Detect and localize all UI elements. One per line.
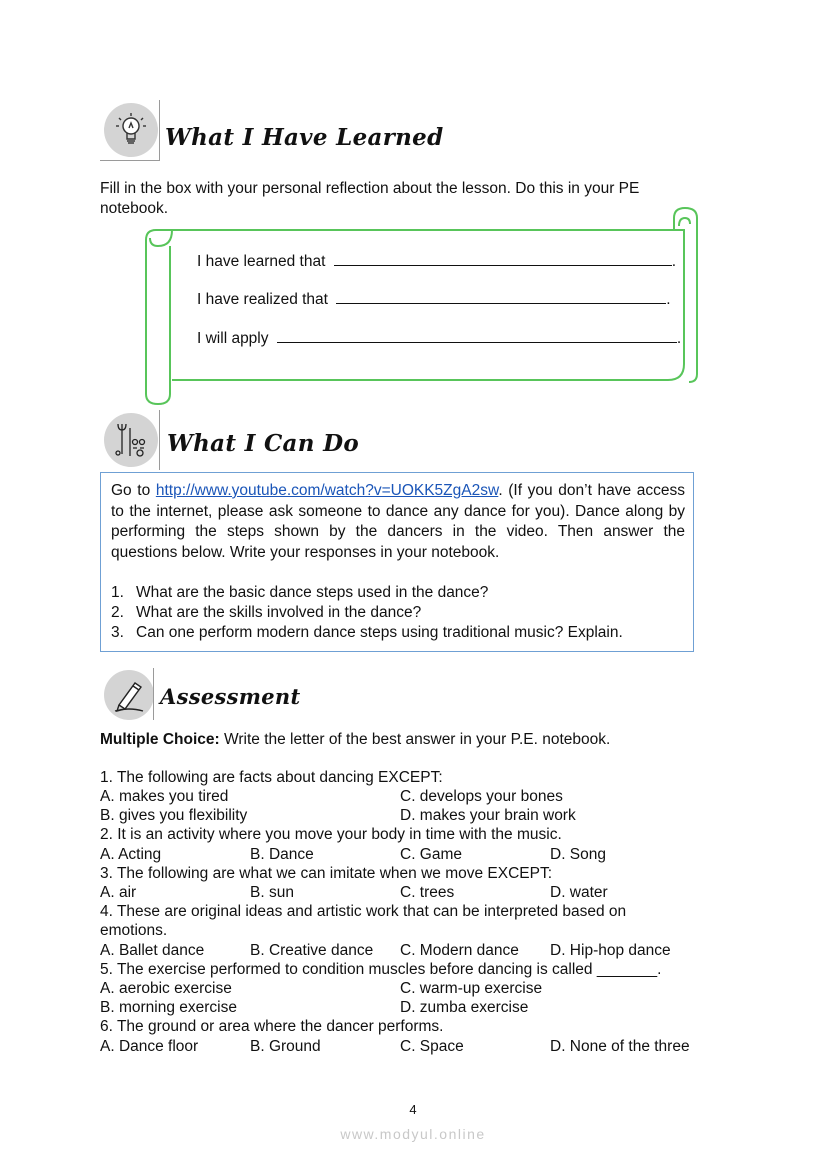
choice-6c[interactable]: C. Space xyxy=(400,1038,464,1055)
reflection-apply-blank[interactable] xyxy=(277,330,677,343)
choice-2d[interactable]: D. Song xyxy=(550,846,607,863)
question-5: 5. The exercise performed to condition muscles before dancing is called _______. xyxy=(100,961,662,978)
heading-divider xyxy=(153,668,154,720)
choice-5a[interactable]: A. aerobic exercise xyxy=(100,980,232,997)
choice-1d[interactable]: D. makes your brain work xyxy=(400,807,576,824)
question-item: 1. What are the basic dance steps used in the dance? xyxy=(111,584,489,601)
question-4: 4. These are original ideas and artistic work that can be interpreted based on xyxy=(100,903,627,920)
question-item: 2. What are the skills involved in the dance? xyxy=(111,604,422,621)
mc-instruction: Multiple Choice: Write the letter of the best answer in your P.E. notebook. xyxy=(100,731,611,748)
reflection-realized-blank[interactable] xyxy=(336,291,666,304)
cando-intro: Go to http://www.youtube.com/watch?v=UOKK5ZgA2sw. (If you don’t have access to the internet, please ask someone to dance any dance for you). Dance along by performing the steps shown by the dancers in the video. Then answer the questions below. Write your responses in your notebook. xyxy=(111,482,685,561)
choice-2a[interactable]: A. Acting xyxy=(100,846,162,863)
tools-icon xyxy=(104,413,158,467)
reflection-realized-label: I have realized that xyxy=(197,291,328,308)
choice-1c[interactable]: C. develops your bones xyxy=(400,788,563,805)
learned-instruction: Fill in the box with your personal reflection about the lesson. Do this in your PE notebook. xyxy=(100,180,640,217)
heading-divider xyxy=(159,410,160,470)
choice-4a[interactable]: A. Ballet dance xyxy=(100,942,205,959)
choice-4c[interactable]: C. Modern dance xyxy=(400,942,519,959)
reflection-learned-blank[interactable] xyxy=(334,253,672,266)
reflection-learned-label: I have learned that xyxy=(197,253,326,270)
choice-1a[interactable]: A. makes you tired xyxy=(100,788,229,805)
choice-6d[interactable]: D. None of the three xyxy=(550,1038,690,1055)
question-2: 2. It is an activity where you move your body in time with the music. xyxy=(100,826,562,843)
lightbulb-icon xyxy=(104,103,158,157)
choice-3d[interactable]: D. water xyxy=(550,884,608,901)
choice-3b[interactable]: B. sun xyxy=(250,884,294,901)
choice-6a[interactable]: A. Dance floor xyxy=(100,1038,199,1055)
youtube-link[interactable]: http://www.youtube.com/watch?v=UOKK5ZgA2sw xyxy=(155,482,499,499)
pencil-icon xyxy=(104,670,154,720)
choice-4b[interactable]: B. Creative dance xyxy=(250,942,374,959)
reflection-learned: I have learned that . xyxy=(197,253,677,270)
choice-6b[interactable]: B. Ground xyxy=(250,1038,321,1055)
assessment-title: Assessment xyxy=(160,684,301,709)
choice-4d[interactable]: D. Hip-hop dance xyxy=(550,942,671,959)
learned-title: What I Have Learned xyxy=(165,124,444,151)
choice-5b[interactable]: B. morning exercise xyxy=(100,999,237,1016)
watermark: www.modyul.online xyxy=(340,1126,486,1142)
reflection-realized: I have realized that . xyxy=(197,291,671,308)
choice-5d[interactable]: D. zumba exercise xyxy=(400,999,529,1016)
question-4-cont: emotions. xyxy=(100,922,168,939)
cando-box xyxy=(100,472,694,652)
reflection-apply-label: I will apply xyxy=(197,330,269,347)
reflection-apply: I will apply . xyxy=(197,330,682,347)
question-6: 6. The ground or area where the dancer performs. xyxy=(100,1018,444,1035)
choice-2c[interactable]: C. Game xyxy=(400,846,463,863)
heading-divider xyxy=(159,100,160,160)
page-number: 4 xyxy=(409,1102,417,1117)
choice-2b[interactable]: B. Dance xyxy=(250,846,314,863)
choice-1b[interactable]: B. gives you flexibility xyxy=(100,807,248,824)
choice-3c[interactable]: C. trees xyxy=(400,884,455,901)
question-item: 3. Can one perform modern dance steps using traditional music? Explain. xyxy=(111,624,623,641)
question-3: 3. The following are what we can imitate when we move EXCEPT: xyxy=(100,865,553,882)
cando-title: What I Can Do xyxy=(167,430,359,457)
choice-3a[interactable]: A. air xyxy=(100,884,137,901)
question-1: 1. The following are facts about dancing EXCEPT: xyxy=(100,769,443,786)
heading-underline xyxy=(100,160,160,161)
choice-5c[interactable]: C. warm-up exercise xyxy=(400,980,543,997)
